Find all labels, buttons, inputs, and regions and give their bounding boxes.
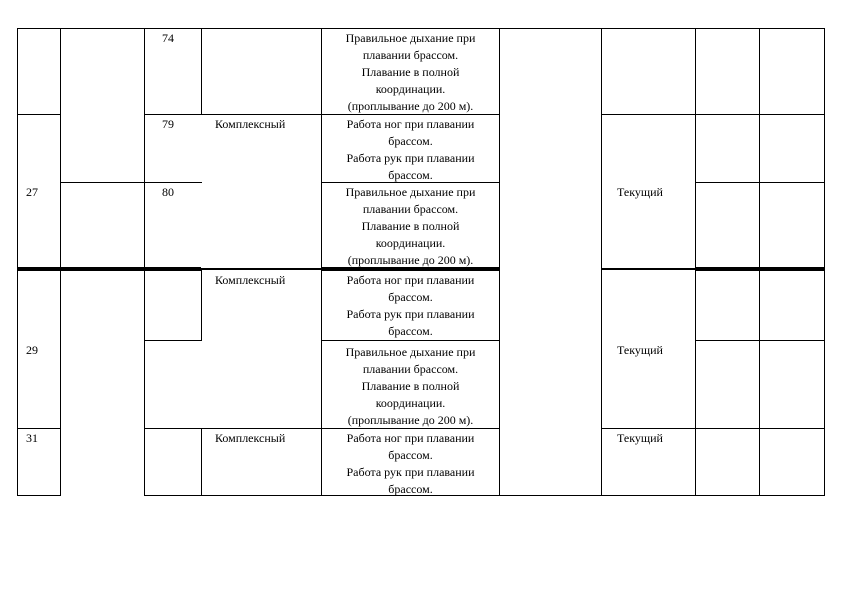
table-border: [144, 28, 145, 496]
table-border: [201, 28, 202, 114]
table-border: [17, 267, 201, 271]
table-border: [759, 28, 760, 496]
lesson-content: Работа ног при плавании брассом. Работа рук при плавании брассом.: [346, 431, 475, 496]
lesson-content: Правильное дыхание при плавании брассом. Плавание в полной координации. (проплывание до 200 м).: [345, 185, 476, 267]
table-border: [17, 28, 825, 29]
table-border: [321, 340, 500, 341]
table-border: [60, 28, 61, 496]
table-border: [601, 428, 825, 429]
lesson-content: Правильное дыхание при плавании брассом. Плавание в полной координации. (проплывание до 200 м).: [345, 31, 476, 113]
table-border: [201, 428, 202, 496]
table-border: [17, 114, 61, 115]
table-border: [201, 270, 202, 340]
lesson-number: 74: [162, 31, 174, 45]
control-type: Текущий: [617, 343, 663, 357]
table-border: [601, 28, 602, 496]
table-border: [60, 182, 202, 183]
week-number: 29: [26, 343, 38, 357]
table-border: [144, 340, 202, 341]
table-border: [601, 268, 695, 270]
control-type: Текущий: [617, 431, 663, 445]
lesson-content: Работа ног при плавании брассом. Работа рук при плавании брассом.: [346, 273, 475, 338]
week-number: 27: [26, 185, 38, 199]
table-border: [17, 428, 61, 429]
table-border: [695, 182, 825, 183]
table-border: [17, 28, 18, 496]
table-border: [499, 28, 500, 496]
lesson-number: 79: [162, 117, 174, 131]
table-border: [695, 340, 825, 341]
lesson-type: Комплексный: [215, 117, 286, 131]
lesson-type: Комплексный: [215, 273, 286, 287]
table-border: [201, 268, 321, 270]
lesson-number: 80: [162, 185, 174, 199]
lesson-type: Комплексный: [215, 431, 286, 445]
table-border: [17, 495, 61, 496]
lesson-content: Работа ног при плавании брассом. Работа рук при плавании брассом.: [346, 117, 475, 182]
table-border: [695, 267, 825, 271]
table-border: [601, 114, 825, 115]
control-type: Текущий: [617, 185, 663, 199]
lesson-content: Правильное дыхание при плавании брассом. Плавание в полной координации. (проплывание до 200 м).: [345, 345, 476, 427]
week-number: 31: [26, 431, 38, 445]
table-border: [695, 28, 696, 496]
table-border: [824, 28, 825, 496]
